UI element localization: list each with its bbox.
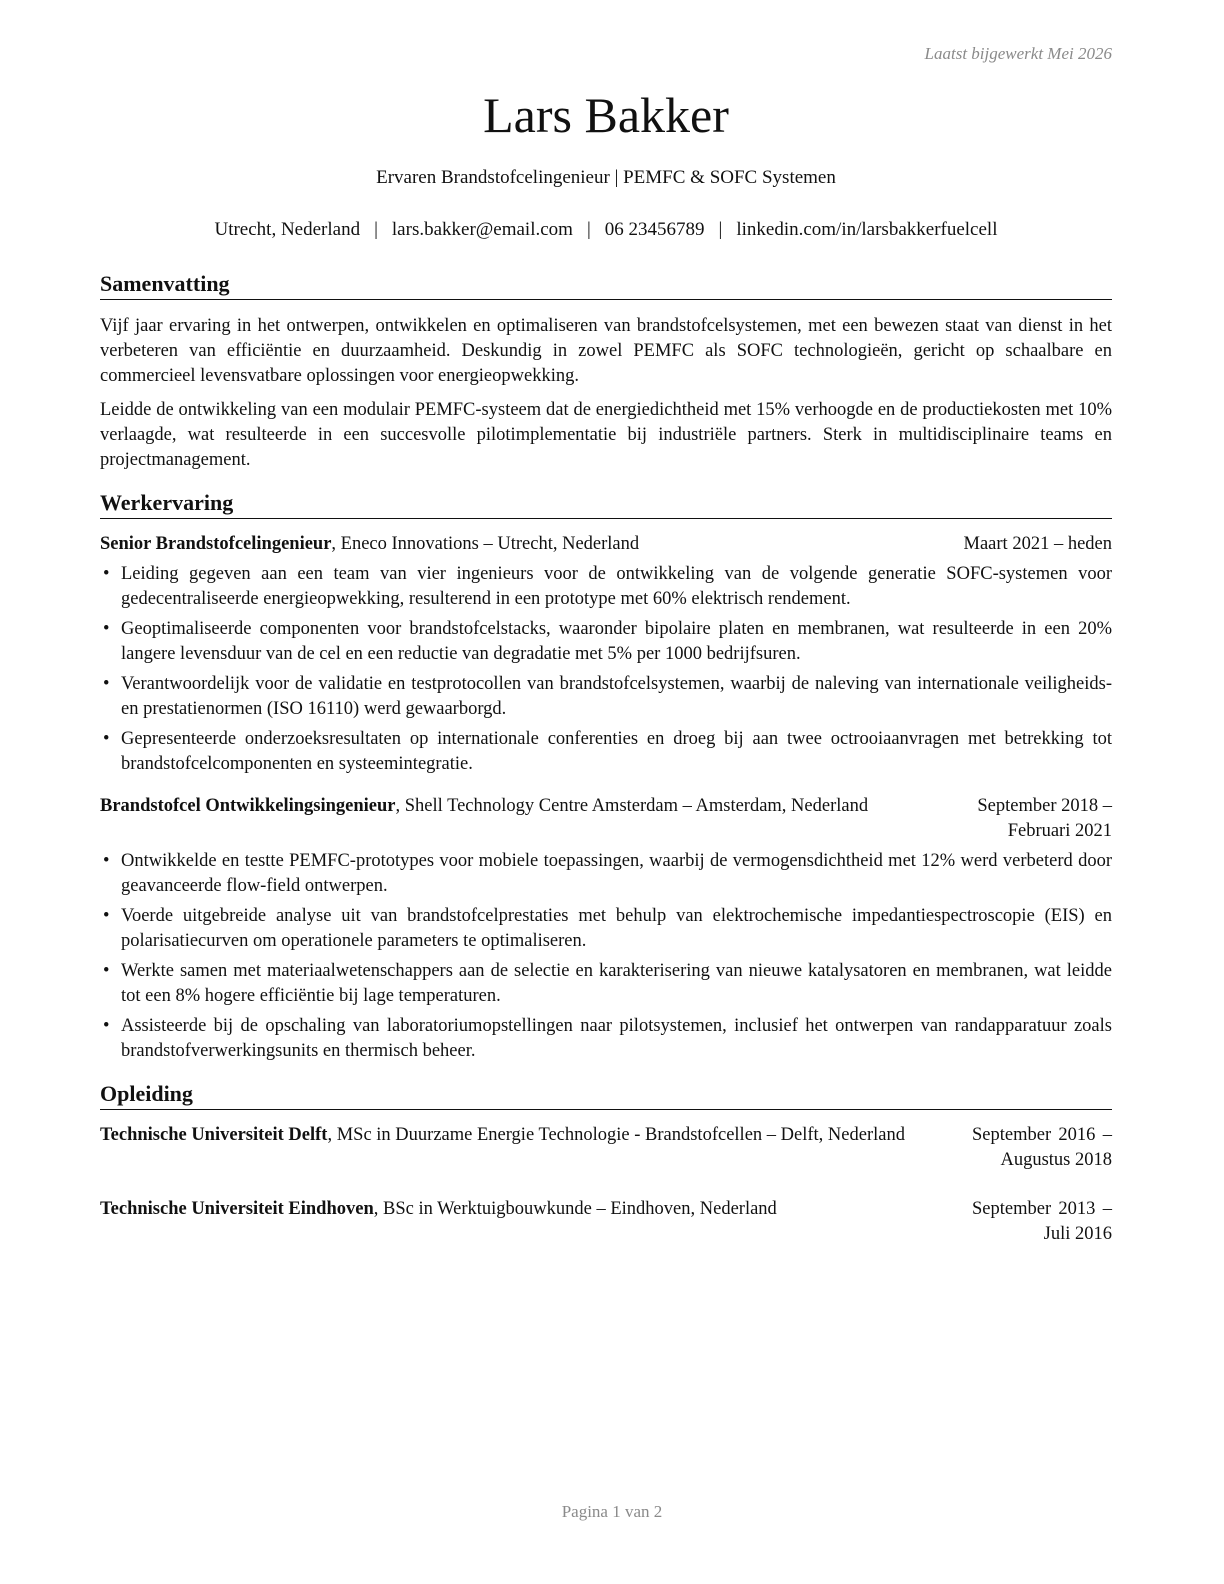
bullet-dot-icon: •: [103, 564, 110, 584]
bullet-dot-icon: •: [103, 619, 110, 639]
section-title-experience: Werkervaring: [100, 489, 1112, 519]
job-dates: Maart 2021 – heden: [963, 534, 1112, 554]
job-role: Brandstofcel Ontwikkelingsingenieur: [100, 796, 396, 816]
job-bullets: [100, 849, 1112, 1064]
job-org: , Shell Technology Centre Amsterdam – Amsterdam, Nederland: [395, 796, 869, 816]
job-bullet: • Verantwoordelijk voor de validatie en testprotocollen van brandstofcelsystemen, waarbij de naleving van internationale veiligheids- en prestatienormen (ISO 16110) werd gewaarborgd.: [103, 674, 1112, 719]
job-title-line: [100, 532, 922, 557]
job-bullet: • Leiding gegeven aan een team van vier ingenieurs voor de ontwikkeling van de volgende generatie SOFC-systemen voor gedecentraliseerde energieopwekking, resulterend in een prototype met 60% elektrisch rendement.: [103, 564, 1112, 609]
education-header: [100, 1197, 1112, 1247]
education-line: [100, 1197, 972, 1222]
education-entry: [100, 1197, 1112, 1247]
job-bullet: • Voerde uitgebreide analyse uit van brandstofcelprestaties met behulp van elektrochemische impedantiespectroscopie (EIS) en polarisatiecurven om operationele parameters te optimaliseren.: [103, 906, 1112, 951]
education-line: [100, 1123, 972, 1148]
resume-content: [100, 270, 1112, 1247]
bullet-dot-icon: •: [103, 906, 110, 926]
job-role: Senior Brandstofcelingenieur: [100, 534, 332, 554]
contact-phone[interactable]: 06 23456789: [604, 219, 705, 240]
education-dates: September 2016 – Augustus 2018: [972, 1125, 1112, 1170]
section-title-summary: Samenvatting: [100, 270, 1112, 300]
education-header: [100, 1123, 1112, 1173]
education-entry: [100, 1123, 1112, 1173]
contact-line: [100, 219, 1112, 241]
bullet-dot-icon: •: [103, 851, 110, 871]
job-entry: [100, 794, 1112, 1064]
job-bullet: • Ontwikkelde en testte PEMFC-prototypes voor mobiele toepassingen, waarbij de vermogensdichtheid met 12% werd verbeterd door geavanceerde flow-field ontwerpen.: [103, 851, 1112, 896]
candidate-name: Lars Bakker: [483, 87, 729, 143]
last-updated: Laatst bijgewerkt Mei 2026: [924, 44, 1112, 63]
section-title-education: Opleiding: [100, 1080, 1112, 1110]
page-number: Pagina 1 van 2: [561, 1502, 663, 1521]
job-header: [100, 532, 1112, 557]
education-school: Technische Universiteit Delft: [100, 1125, 328, 1145]
contact-separator: |: [586, 219, 591, 240]
education-detail: , MSc in Duurzame Energie Technologie - Brandstofcellen – Delft, Nederland: [327, 1125, 905, 1145]
bullet-dot-icon: •: [103, 729, 110, 749]
job-bullet: • Assisteerde bij de opschaling van laboratoriumopstellingen naar pilotsystemen, inclusief het ontwerpen van randapparatuur zoals brandstofverwerkingsunits en thermisch beheer.: [103, 1016, 1112, 1061]
job-bullets: [100, 562, 1112, 777]
bullet-dot-icon: •: [103, 674, 110, 694]
summary-paragraph: Vijf jaar ervaring in het ontwerpen, ontwikkelen en optimaliseren van brandstofcelsystemen, met een bewezen staat van dienst in het verbeteren van efficiëntie en duurzaamheid. Deskundig in zowel PEMFC als SOFC technologieën, gericht op schaalbare en commercieel levensvatbare oplossingen voor energieopwekking.: [100, 316, 1112, 386]
bullet-dot-icon: •: [103, 961, 110, 981]
contact-location: Utrecht, Nederland: [214, 219, 361, 240]
contact-email[interactable]: lars.bakker@email.com: [391, 219, 573, 240]
job-dates: September 2018 – Februari 2021: [977, 796, 1112, 841]
contact-linkedin[interactable]: linkedin.com/in/larsbakkerfuelcell: [736, 219, 998, 240]
education-detail: , BSc in Werktuigbouwkunde – Eindhoven, Nederland: [373, 1199, 777, 1219]
education-dates: September 2013 – Juli 2016: [972, 1199, 1112, 1244]
job-bullet: • Werkte samen met materiaalwetenschappers aan de selectie en karakterisering van nieuwe katalysatoren en membranen, wat leidde tot een 8% hogere efficiëntie bij lage temperaturen.: [103, 961, 1112, 1006]
contact-separator: |: [374, 219, 378, 240]
job-header: [100, 794, 1112, 844]
education-school: Technische Universiteit Eindhoven: [100, 1199, 374, 1219]
contact-separator: |: [718, 219, 723, 240]
job-bullet: • Gepresenteerde onderzoeksresultaten op internationale conferenties en droeg bij aan twee octrooiaanvragen met betrekking tot brandstofcelcomponenten en systeemintegratie.: [103, 729, 1112, 774]
job-title-line: [100, 794, 916, 819]
job-org: , Eneco Innovations – Utrecht, Nederland: [331, 534, 640, 554]
job-entry: [100, 532, 1112, 777]
job-bullet: • Geoptimaliseerde componenten voor brandstofcelstacks, waaronder bipolaire platen en membranen, wat resulteerde in een 20% langere levensduur van de cel en een reductie van degradatie met 5% per 1000 bedrijfsuren.: [103, 619, 1112, 664]
tagline: Ervaren Brandstofcelingenieur | PEMFC & SOFC Systemen: [376, 167, 836, 188]
summary-paragraph: Leidde de ontwikkeling van een modulair PEMFC-systeem dat de energiedichtheid met 15% verhoogde en de productiekosten met 10% verlaagde, wat resulteerde in een succesvolle pilotimplementatie bij industriële partners. Sterk in multidisciplinaire teams en projectmanagement.: [100, 400, 1112, 470]
bullet-dot-icon: •: [103, 1016, 110, 1036]
